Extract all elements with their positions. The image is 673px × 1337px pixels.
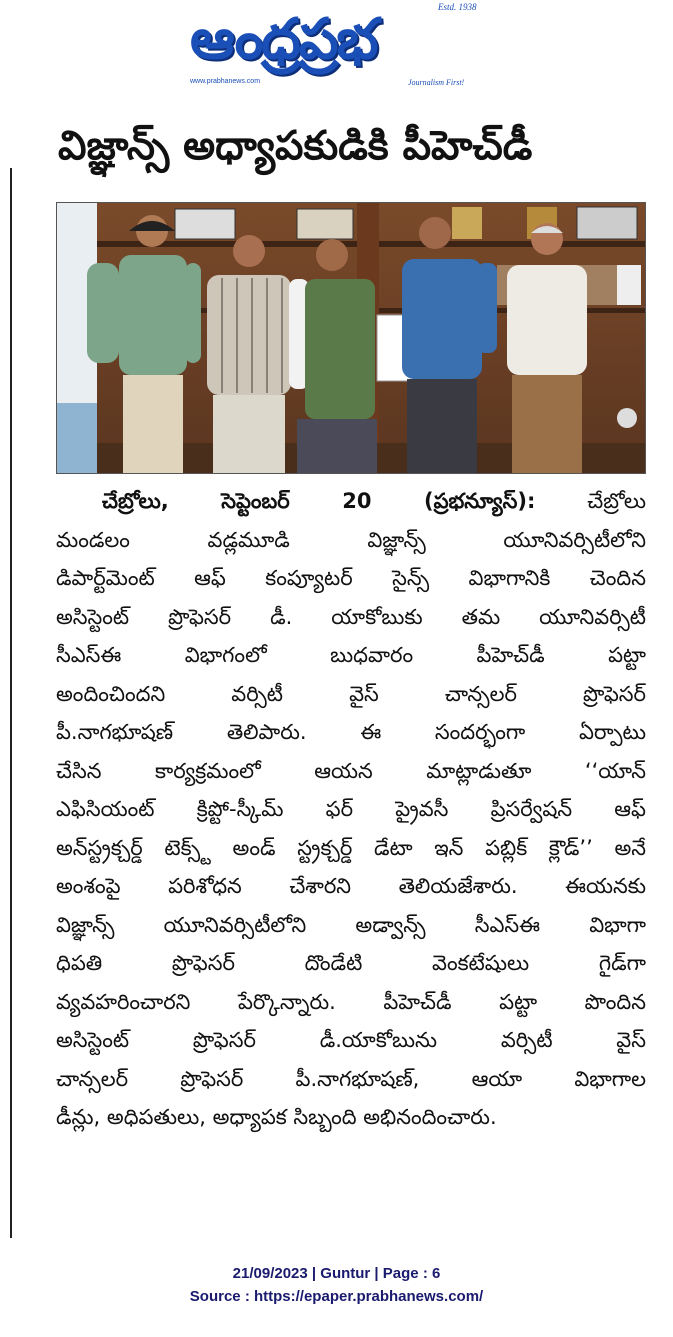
article-line: ఎఫిసియంట్ క్రిప్టో-స్కీమ్ ఫర్ ప్రైవసీ ప్రిసర్వేషన్ ఆఫ్: [56, 797, 646, 821]
publication-date-line: 21/09/2023 | Guntur | Page : 6: [232, 1265, 441, 1282]
article-line: [56, 482, 646, 521]
article-line: ధిపతి ప్రొఫెసర్ దొండేటి వెంకటేషులు గైడ్‌గా: [56, 951, 646, 975]
article-line: అన్‌స్ట్రక్చర్డ్ టెక్స్ట్ అండ్ స్ట్రక్చర్డ్ డేటా ఇన్ పబ్లిక్ క్లౌడ్’’ అనే: [56, 835, 646, 860]
source-link[interactable]: Source : https://epaper.prabhanews.com/: [189, 1288, 484, 1305]
article-line: వ్యవహరించారని పేర్కొన్నారు. పీహెచ్‌డీ పట్టా పొందిన: [56, 989, 646, 1014]
article-line: డిపార్ట్‌మెంట్ ఆఫ్ కంప్యూటర్ సైన్స్ విభాగానికి చెందిన: [56, 566, 646, 590]
dateline: చేబ్రోలు, సెప్టెంబర్ 20 (ప్రభన్యూస్):: [102, 489, 536, 513]
article-line: అంశంపై పరిశోధన చేశారని తెలియజేశారు. ఈయనకు: [56, 874, 646, 898]
article-line: విజ్ఞాన్స్ యూనివర్సిటీలోని అడ్వాన్స్ సీఎస్ఈ విభాగా: [56, 912, 646, 937]
article-line: మండలం వడ్లమూడి విజ్ఞాన్స్ యూనివర్సిటీలోని: [56, 527, 646, 552]
article-line: డీన్లు, అధిపతులు, అధ్యాపక సిబ్బంది అభినందించారు.: [56, 1105, 497, 1129]
article-line: అసిస్టెంట్ ప్రొఫెసర్ డీ.యాకోబును వర్సిటీ వైస్: [56, 1028, 646, 1052]
masthead: [180, 0, 490, 95]
tagline: Journalism First!: [408, 78, 465, 87]
article-line: అందించిందని వర్సిటీ వైస్ చాన్సలర్ ప్రొఫెసర్: [56, 681, 646, 706]
website-label: www.prabhanews.com: [190, 78, 261, 85]
column-rule: [10, 168, 12, 1238]
article-line: చేసిన కార్యక్రమంలో ఆయన మాట్లాడుతూ ‘‘యాన్: [56, 758, 646, 783]
news-photo: [56, 202, 646, 474]
article-line: చాన్సలర్ ప్రొఫెసర్ పీ.నాగభూషణ్, ఆయా విభాగాల: [56, 1066, 646, 1091]
article-line-text: చేబ్రోలు: [535, 489, 646, 513]
established-year: Estd. 1938: [438, 2, 477, 12]
article-line: అసిస్టెంట్ ప్రొఫెసర్ డీ. యాకోబుకు తమ యూనివర్సిటీ: [56, 604, 646, 629]
article-body: [56, 482, 646, 1137]
article-headline: విజ్ఞాన్స్ అధ్యాపకుడికి పీహెచ్‌డీ: [58, 123, 533, 169]
article-line: సీఎస్ఈ విభాగంలో బుధవారం పీహెచ్‌డీ పట్టా: [56, 643, 646, 667]
group-photo-illustration: [57, 203, 645, 473]
newspaper-logo: ఆంధ్రప్రభ: [190, 7, 377, 72]
article-line: పీ.నాగభూషణ్ తెలిపారు. ఈ సందర్భంగా ఏర్పాటు: [56, 720, 646, 744]
